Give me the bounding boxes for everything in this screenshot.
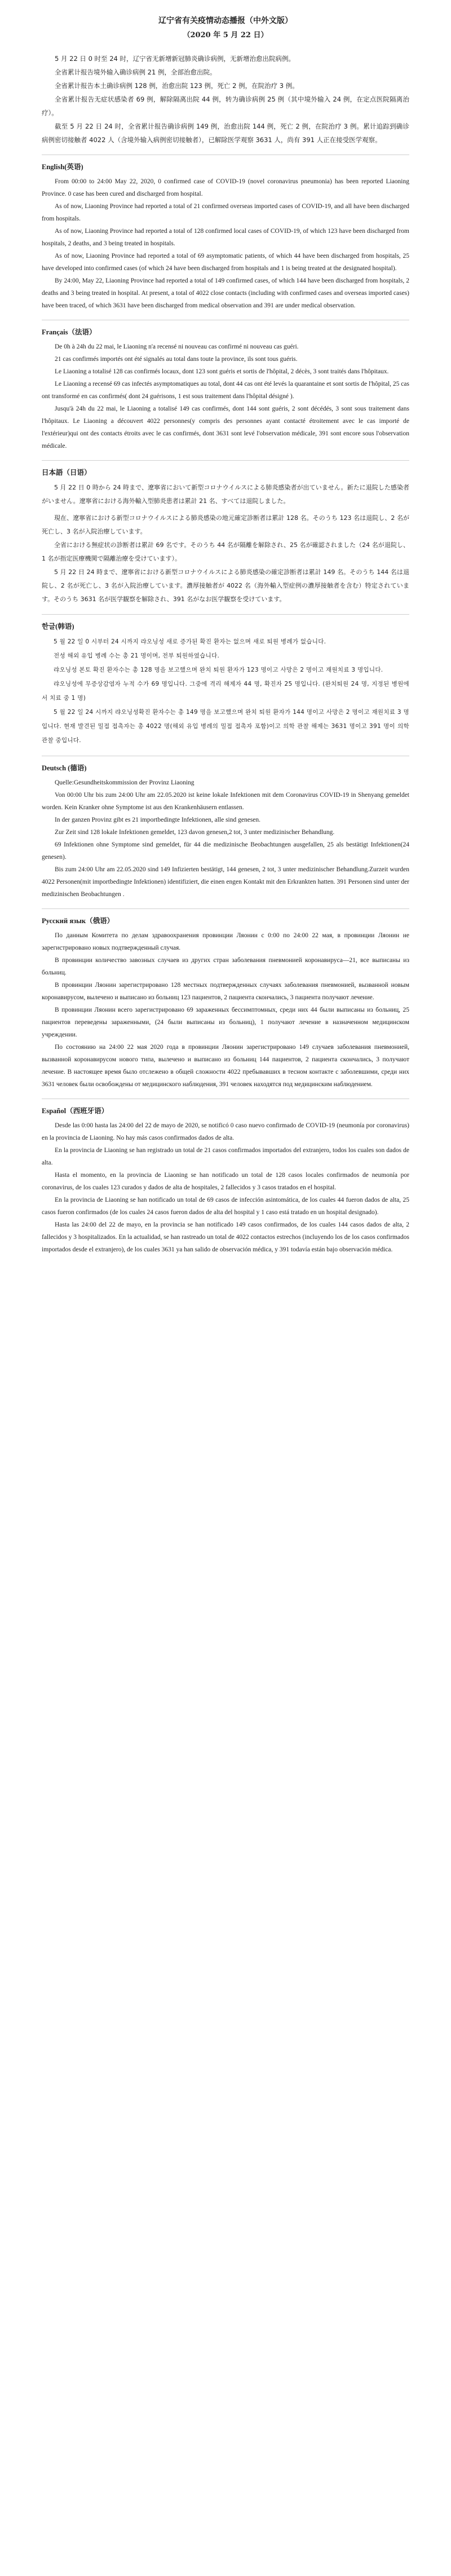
fr-paragraph: De 0h à 24h du 22 mai, le Liaoning n'a recensé ni nouveau cas confirmé ni nouveau cas guéri. <box>55 343 299 350</box>
ja-paragraph: 現在、遼寧省における新型コロナウイルスによる肺炎感染の地元確定診断者は累計 128 名。そのうち 123 名は退院し、2 名が死亡し、3 名が入院治療しています。 <box>42 514 409 535</box>
ja-paragraph: 5 月 22 日 24 時まで、遼寧省における新型コロナウイルスによる肺炎感染の確定診断者は累計 149 名。そのうち 144 名は退院し、2 名が死亡し、3 名が入院治療しています。濃厚接触者が 4022 名（海外輸入型症例の濃厚接触者を含む）特定されています。そのうち 3631 名が医学観察を解除され、391 名がなお医学観察を受けています。 <box>42 568 409 603</box>
ko-paragraph: 전성 해외 유입 병례 수는 총 21 명이며, 전부 퇴원하였습니다. <box>54 652 220 659</box>
ru-paragraph: По данным Комитета по делам здравоохранения провинции Ляонин с 0:00 по 24:00 22 мая, в провинции Ляонин не зарегистрировано новых подтвержденный случая. <box>42 932 409 951</box>
fr-paragraph: Jusqu'à 24h du 22 mai, le Liaoning a totalisé 149 cas confirmés, dont 144 sont guéris, 2 sont décédés, 3 sont sous traitement dans l'hôpitaux. Le Liaoning a découvert 4022 personnes(y compris des personnes ayant contacté étroitement avec le cas importé de l'extérieur)qui ont des contacts étroits avec le cas confirmés, dont 3631 sont levé l'observation médicale, 391 sont encore sous l'observation médicale. <box>42 405 409 449</box>
ru-paragraph: В провинции Ляонин зарегистрировано 128 местных подтвержденных случаях заболевания пневмонией, вызванной новым коронавирусом, вылечено и выписано из больниц 123 пациентов, 2 пациента скончались, 3 пациента получают лечение. <box>42 982 409 1001</box>
en-paragraph: As of now, Liaoning Province had reported a total of 128 confirmed local cases of COVID-19, of which 123 have been discharged from hospitals, 2 deaths, and 3 being treated in hospitals. <box>42 228 409 247</box>
english-section <box>42 155 409 312</box>
es-paragraph: Desde las 0:00 hasta las 24:00 del 22 de mayo de 2020, se notificó 0 caso nuevo confirmado de COVID-19 (neumonía por coronavirus) en la provincia de Liaoning. No hay más casos confirmados dados de alta. <box>42 1122 409 1141</box>
ko-paragraph: 랴오닝성에 무증상감염자 누적 수가 69 명입니다. 그중에 격리 해제자 44 명, 확진자 25 명입니다. (완치퇴원 24 명, 지정된 병원에서 치료 중 1 명) <box>42 681 409 702</box>
ru-paragraph: По состоянию на 24:00 22 мая 2020 года в провинции Ляонин зарегистрировано 149 случаев заболевания пневмонией, вызванной коронавирусом нового типа, вылечено и выписано из больниц 144 пациентов, 2 пациента скончались, 3 получают лечение. В настоящее время было отслежено в общей сложности 4022 пребывавших в тесном контакте с заболевшими, среди них 3631 человек были освобождены от медицинского наблюдения, 391 человек находятся под медицинским наблюдением. <box>42 1044 409 1088</box>
german-section <box>42 756 409 901</box>
zh-paragraph: 全省累计报告本土确诊病例 128 例，治愈出院 123 例，死亡 2 例，在院治疗 3 例。 <box>55 82 299 90</box>
fr-paragraph: Le Liaoning a recensé 69 cas infectés asymptomatiques au total, dont 44 cas ont été levés la quarantaine et sont sortis de l'hôpital, 25 cas ont transformé en cas confirmés( dont 24 guérisons, 1 est sous traitement dans l'hôpital désigné ). <box>42 381 409 400</box>
es-paragraph: En la provincia de Liaoning se han registrado un total de 21 casos confirmados importados del extranjero, todos los cuales son dados de alta. <box>42 1147 409 1166</box>
es-paragraph: En la provincia de Liaoning se han notificado un total de 69 casos de infección asintomática, de los cuales 44 fueron dados de alta, 25 casos fueron confirmados (de los cuales 24 casos fueron dados de alta del hospital y 1 caso está tratado en un hospital designado). <box>42 1197 409 1216</box>
es-paragraph: Hasta las 24:00 del 22 de mayo, en la provincia se han notificado 149 casos confirmados, de los cuales 144 casos dados de alta, 2 fallecidos y 3 hospitalizados. En la actualidad, se han rastreado un total de 4022 contactos estrechos (incluyendo los de los casos confirmados importados desde el extranjero), de los cuales 3631 ya han salido de observación médica, y 391 todavía están bajo observación médica. <box>42 1221 409 1253</box>
russian-section <box>42 908 409 1091</box>
de-paragraph: 69 Infektionen ohne Symptome sind gemeldet, für 44 die medizinische Beobachtungen ausgefallen, 25 als bestätigt Infektionen(24 genesen). <box>42 841 409 861</box>
ko-paragraph: 5 월 22 일 0 시부터 24 시까지 랴오닝성 새로 증가된 확진 환자는 없으며 새로 퇴원 병례가 없습니다. <box>54 638 326 645</box>
de-paragraph: Bis zum 24:00 Uhr am 22.05.2020 sind 149 Infizierten bestätigt, 144 genesen, 2 tot, 3 unter medizinischer Behandlung.Zurzeit wurden 4022 Personen(mit importbedingte Infektionen) identifiziert, die einen engen Kontakt mit den Erkrankten hatten. 391 Personen sind unter der medizinischen Beobachtungen . <box>42 866 409 898</box>
ja-paragraph: 5 月 22 日 0 時から 24 時まで、遼寧省において新型コロナウイルスによる肺炎感染者が出ていません。新たに退院した感染者がいません。遼寧省における海外輸入型肺炎患者は累計 21 名、すべては退院しました。 <box>42 484 409 505</box>
chinese-section <box>42 52 409 147</box>
fr-paragraph: 21 cas confirmés importés ont été signalés au total dans toute la province, ils sont tous guéris. <box>55 356 298 363</box>
korean-heading: 한글(韩语) <box>42 623 74 630</box>
ru-paragraph: В провинции Ляонин всего зарегистрировано 69 зараженных бессимптомных, среди них 44 были выписаны из больниц, 25 пациентов переведены зараженными, (24 были выписаны из больниц), 1 получают лечение в назначенном медицинском учреждении. <box>42 1007 409 1038</box>
document-date: （2020 年 5 月 22 日） <box>183 31 268 39</box>
zh-paragraph: 全省累计报告境外输入确诊病例 21 例，全部治愈出院。 <box>55 68 216 76</box>
english-heading: English(英语) <box>42 163 83 171</box>
en-paragraph: As of now, Liaoning Province had reported a total of 21 confirmed overseas imported cases of COVID-19, and all have been discharged from hospitals. <box>42 203 409 222</box>
ja-paragraph: 全省における無症状の診断者は累計 69 名です。そのうち 44 名が隔離を解除され、25 名が確認されました（24 名が退院し、1 名が指定医療機関で隔離治療を受けています）。 <box>42 541 409 562</box>
ko-paragraph: 랴오닝성 본토 확진 환자수는 총 128 명을 보고했으며 완치 퇴원 환자가 123 명이고 사망은 2 명이고 재원치료 3 명입니다. <box>54 667 383 673</box>
french-heading: Français（法语） <box>42 328 96 336</box>
fr-paragraph: Le Liaoning a totalisé 128 cas confirmés locaux, dont 123 sont guéris et sortis de l'hôpital, 2 décès, 3 sont traités dans l'hôpitaux. <box>55 368 389 375</box>
german-heading: Deutsch (德语) <box>42 764 87 772</box>
es-paragraph: Hasta el momento, en la provincia de Liaoning se han notificado un total de 128 casos locales confirmados de neumonía por coronavirus, de los cuales 123 curados y dados de alta de hospitales, 2 fallecidos y 3 casos tratados en el hospital. <box>42 1172 409 1191</box>
en-paragraph: As of now, Liaoning Province had reported a total of 69 asymptomatic patients, of which 44 have been discharged from hospitals, 25 have developed into confirmed cases (of which 24 have been discharged from hospitals and 1 is being treated at the designated hospital). <box>42 253 409 272</box>
de-paragraph: Zur Zeit sind 128 lokale Infektionen gemeldet, 123 davon genesen,2 tot, 3 unter medizinischer Behandlung. <box>55 829 335 836</box>
french-section <box>42 320 409 452</box>
spanish-section <box>42 1099 409 1256</box>
zh-paragraph: 全省累计报告无症状感染者 69 例，解除隔离出院 44 例，转为确诊病例 25 例（其中境外输入 24 例，在定点医院隔离治疗）。 <box>42 95 409 117</box>
document <box>0 0 451 1256</box>
en-paragraph: By 24:00, May 22, Liaoning Province had reported a total of 149 confirmed cases, of which 144 have been discharged from hospitals, 2 deaths and 3 being treated in hospital. At present, a total of 4022 close contacts (including with confirmed cases and overseas imported cases) have been traced, of which 3631 have been discharged from medical observation and 391 are under medical observation. <box>42 277 409 309</box>
japanese-section <box>42 460 409 606</box>
document-title: 辽宁省有关疫情动态播报（中外文版） <box>158 16 293 25</box>
japanese-heading: 日本語（日语） <box>42 469 91 477</box>
spanish-heading: Español（西班牙语） <box>42 1107 109 1115</box>
en-paragraph: From 00:00 to 24:00 May 22, 2020, 0 confirmed case of COVID-19 (novel coronavirus pneumonia) has been reported Liaoning Province. 0 case has been cured and discharged from hospital. <box>42 178 409 197</box>
zh-paragraph: 截至 5 月 22 日 24 时，全省累计报告确诊病例 149 例，治愈出院 144 例，死亡 2 例，在院治疗 3 例。累计追踪到确诊病例密切接触者 4022 人（含境外输入病例密切接触者），已解除医学观察 3631 人，尚有 391 人正在接受医学观察。 <box>42 122 409 144</box>
ru-paragraph: В провинции количество завозных случаев из других стран заболевания пневмонией коронавируса—21, все выписаны из больниц. <box>42 957 409 976</box>
de-paragraph: Von 00:00 Uhr bis zum 24:00 Uhr am 22.05.2020 ist keine lokale Infektionen mit dem Coronavirus COVID-19 in Shenyang gemeldet worden. Kein Kranker ohne Symptome ist aus den Krankenhäusern entlassen. <box>42 792 409 811</box>
de-paragraph: In der ganzen Provinz gibt es 21 importbedingte Infektionen, alle sind genesen. <box>55 817 261 823</box>
de-paragraph: Quelle:Gesundheitskommission der Provinz Liaoning <box>55 779 194 786</box>
korean-section <box>42 614 409 748</box>
russian-heading: Русский язык（俄语） <box>42 917 114 925</box>
zh-paragraph: 5 月 22 日 0 时至 24 时，辽宁省无新增新冠肺炎确诊病例，无新增治愈出院病例。 <box>55 55 295 63</box>
ko-paragraph: 5 월 22 일 24 시까지 랴오닝성확진 환자수는 총 149 명을 보고했으며 완치 퇴원 환자가 144 명이고 사망은 2 명이고 재원치료 3 명입니다. 현재 발견된 밀접 접촉자는 총 4022 명(해외 유입 병례의 밀접 접촉자 포함)이고 의학 관찰 해제는 3631 명이고 391 명이 의학관찰 중입니다. <box>42 709 409 744</box>
